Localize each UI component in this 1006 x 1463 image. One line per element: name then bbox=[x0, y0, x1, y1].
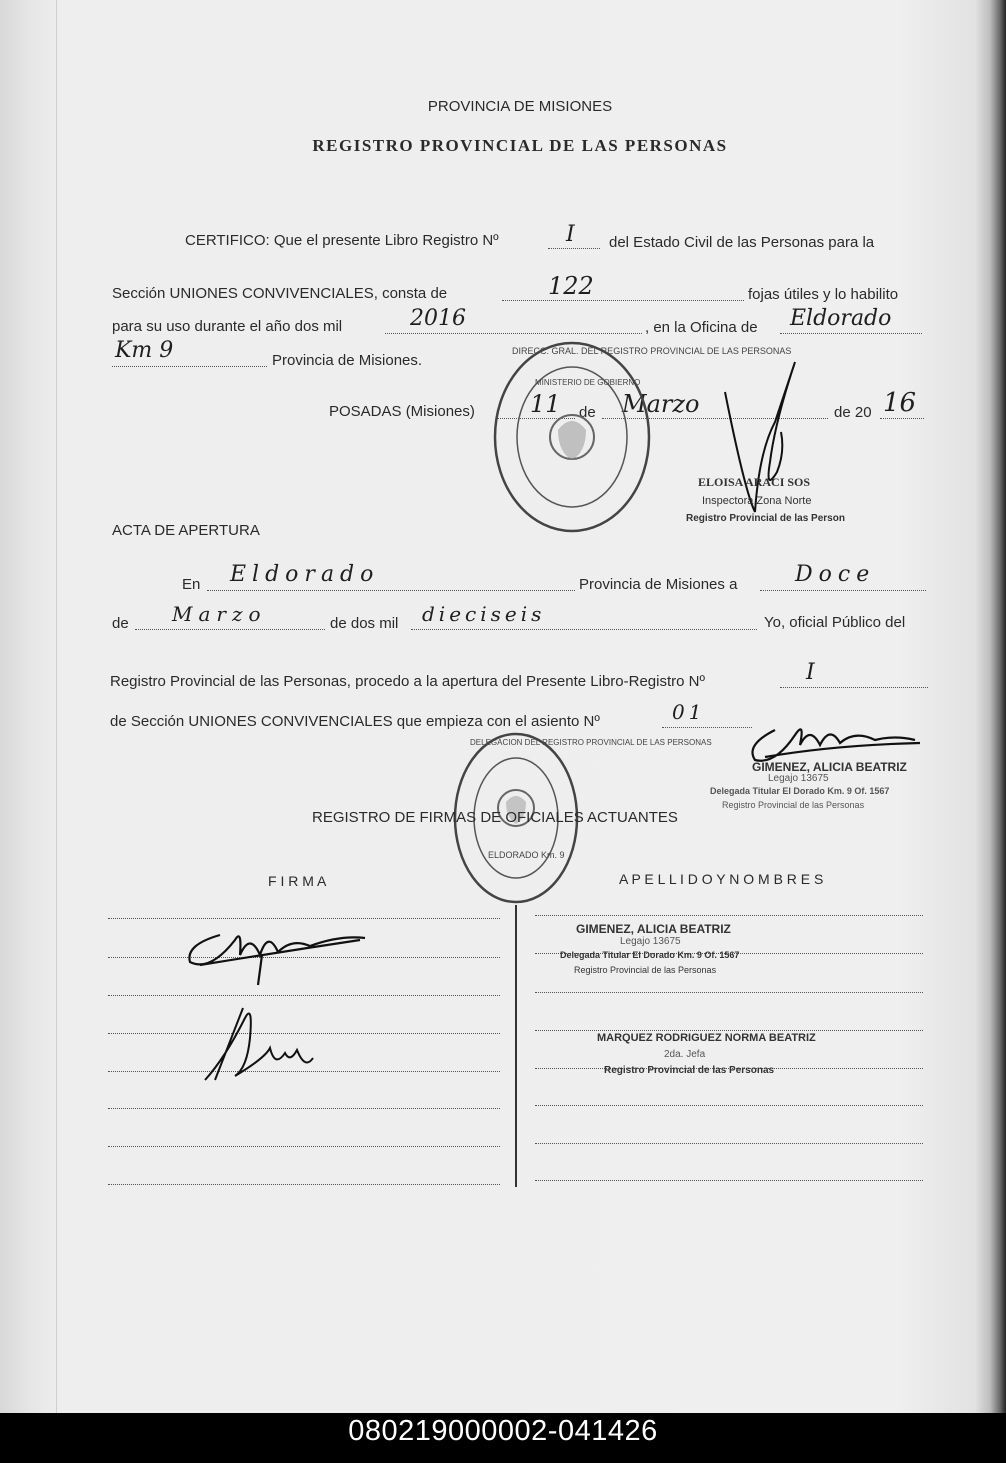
provincia-text: Provincia de Misiones. bbox=[272, 352, 423, 369]
document-code: 080219000002-041426 bbox=[348, 1415, 658, 1447]
acta-dos-mil: de dos mil bbox=[330, 615, 399, 632]
firma-entry-2-title: 2da. Jefa bbox=[664, 1049, 706, 1060]
dotted-line bbox=[548, 248, 600, 249]
signature-mid bbox=[735, 705, 925, 765]
firma-entry-2-registry: Registro Provincial de las Personas bbox=[604, 1065, 775, 1076]
firma-column-header: F I R M A bbox=[268, 873, 327, 889]
acta-registro-line: Registro Provincial de las Personas, procedo a la apertura del Presente Libro-Registro Nº bbox=[110, 673, 705, 690]
stamp-mid-registry: Registro Provincial de las Personas bbox=[722, 800, 865, 810]
stamp-top-registry: Registro Provincial de las Person bbox=[686, 513, 845, 524]
seal-stamp-top bbox=[492, 340, 652, 534]
firma-entry-1-delegada: Delegada Titular El Dorado Km. 9 Of. 1567 bbox=[560, 950, 740, 960]
handwritten-book-no-2: I bbox=[806, 660, 815, 685]
acta-provincia-a: Provincia de Misiones a bbox=[579, 576, 738, 593]
firma-entry-1-registry: Registro Provincial de las Personas bbox=[574, 965, 717, 975]
oficina-label: , en la Oficina de bbox=[645, 319, 758, 336]
stamp-mid-delegada: Delegada Titular El Dorado Km. 9 Of. 1567 bbox=[710, 786, 890, 796]
signature-firma-1 bbox=[180, 910, 370, 990]
de-year-text: de 20 bbox=[834, 404, 872, 421]
dotted-line bbox=[385, 333, 642, 334]
stamp-top-title: Inspectora Zona Norte bbox=[702, 495, 812, 507]
handwritten-month-words: Marzo bbox=[172, 602, 267, 626]
handwritten-km: Km 9 bbox=[115, 338, 174, 363]
stamp-top-name: ELOISA ARACI SOS bbox=[698, 475, 811, 489]
stamp-mid-ring: DELEGACION DEL REGISTRO PROVINCIAL DE LAS PERSONAS bbox=[470, 738, 712, 747]
handwritten-day: 11 bbox=[530, 390, 561, 418]
nombre-row-line bbox=[535, 1143, 923, 1144]
de-text: de bbox=[579, 404, 596, 421]
firma-row-line bbox=[108, 995, 500, 996]
firma-row-line bbox=[108, 1108, 500, 1109]
dotted-line bbox=[135, 629, 325, 630]
certifico-lead: CERTIFICO: Que el presente Libro Registro Nº bbox=[185, 232, 499, 249]
handwritten-fojas: 122 bbox=[548, 272, 594, 300]
handwritten-book-no: I bbox=[566, 222, 575, 247]
nombre-row-line bbox=[535, 1105, 923, 1106]
dotted-line bbox=[780, 333, 922, 334]
acta-en: En bbox=[182, 576, 201, 593]
stamp-mid-legajo: Legajo 13675 bbox=[768, 773, 829, 784]
para-text: para su uso durante el año dos mil bbox=[112, 318, 343, 335]
handwritten-year: 2016 bbox=[410, 306, 466, 331]
dotted-line bbox=[502, 300, 744, 301]
acta-de: de bbox=[112, 615, 129, 632]
handwritten-month: Marzo bbox=[622, 390, 700, 418]
handwritten-day-words: Doce bbox=[795, 562, 876, 587]
posadas-text: POSADAS (Misiones) bbox=[329, 403, 475, 420]
nombres-column-header: A P E L L I D O Y N O M B R E S bbox=[619, 871, 824, 887]
stamp-top-inner: MINISTERIO DE GOBIERNO bbox=[535, 378, 641, 387]
firma-row-line bbox=[108, 1184, 500, 1185]
column-divider bbox=[515, 905, 517, 1187]
fojas-text: fojas útiles y lo habilito bbox=[748, 286, 899, 303]
firma-entry-1-name: GIMENEZ, ALICIA BEATRIZ bbox=[576, 922, 731, 936]
stamp-mid-inner: ELDORADO Km. 9 bbox=[488, 850, 565, 860]
province-heading: PROVINCIA DE MISIONES bbox=[427, 98, 613, 115]
handwritten-asiento: 01 bbox=[672, 700, 706, 724]
stamp-mid-name: GIMENEZ, ALICIA BEATRIZ bbox=[752, 760, 907, 774]
acta-oficial: Yo, oficial Público del bbox=[764, 614, 906, 631]
handwritten-oficina: Eldorado bbox=[790, 306, 892, 331]
acta-seccion-line: de Sección UNIONES CONVIVENCIALES que empieza con el asiento Nº bbox=[110, 713, 600, 730]
seccion-text: Sección UNIONES CONVIVENCIALES, consta de bbox=[112, 285, 448, 302]
stamp-top-ring: DIRECC. GRAL. DEL REGISTRO PROVINCIAL DE LAS PERSONAS bbox=[512, 346, 792, 356]
acta-title: ACTA DE APERTURA bbox=[112, 522, 260, 539]
dotted-line bbox=[780, 687, 928, 688]
handwritten-year-words: dieciseis bbox=[422, 602, 546, 626]
certifico-after-book: del Estado Civil de las Personas para la bbox=[609, 234, 875, 251]
dotted-line bbox=[411, 629, 757, 630]
firma-row-line bbox=[108, 1146, 500, 1147]
firma-entry-2-name: MARQUEZ RODRIGUEZ NORMA BEATRIZ bbox=[597, 1032, 816, 1044]
dotted-line bbox=[112, 366, 267, 367]
page-edge bbox=[0, 0, 57, 1413]
handwritten-place: Eldorado bbox=[230, 562, 380, 587]
firma-entry-1-legajo: Legajo 13675 bbox=[620, 936, 681, 947]
nombre-row-line bbox=[535, 1180, 923, 1181]
registry-heading: REGISTRO PROVINCIAL DE LAS PERSONAS bbox=[312, 136, 728, 155]
nombre-row-line bbox=[535, 992, 923, 993]
dotted-line bbox=[760, 590, 926, 591]
nombre-row-line bbox=[535, 915, 923, 916]
firmas-title: REGISTRO DE FIRMAS DE OFICIALES ACTUANTES bbox=[312, 809, 678, 826]
dotted-line bbox=[207, 590, 575, 591]
dotted-line bbox=[880, 418, 924, 419]
signature-firma-2 bbox=[195, 998, 325, 1088]
nombre-row-line bbox=[535, 1030, 923, 1031]
handwritten-year-suffix: 16 bbox=[883, 388, 917, 418]
